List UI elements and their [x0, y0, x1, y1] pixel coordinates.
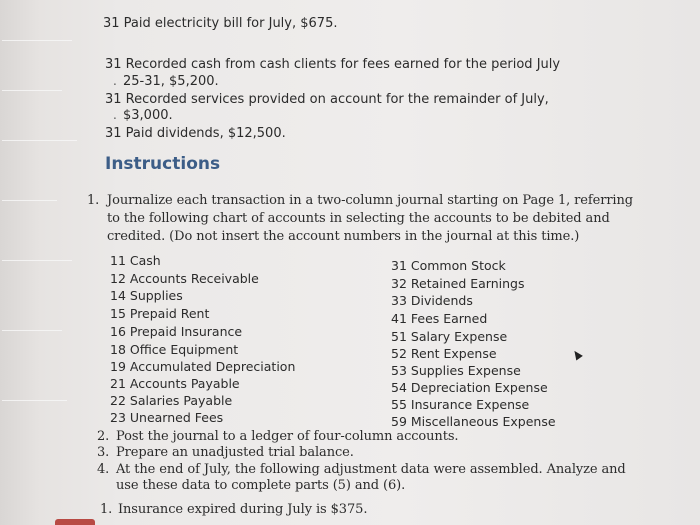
account-left: 18 Office Equipment — [110, 342, 239, 357]
account-left: 14 Supplies — [110, 288, 183, 303]
account-right: 31 Common Stock — [391, 258, 506, 273]
adjustment1-text: Insurance expired during July is $375. — [118, 502, 368, 517]
account-right: 32 Retained Earnings — [391, 276, 525, 291]
account-left: 16 Prepaid Insurance — [110, 324, 243, 339]
step3-number: 3. — [97, 445, 110, 460]
transaction-cash-fees-cont: 25-31, $5,200. — [123, 74, 219, 89]
bullet-dot: . — [113, 108, 117, 122]
step3-text: Prepare an unadjusted trial balance. — [116, 445, 354, 460]
step1-line: to the following chart of accounts in selecting the accounts to be debited and — [107, 211, 610, 226]
step4-number: 4. — [97, 462, 110, 477]
transaction-cash-fees: 31 Recorded cash from cash clients for fees earned for the period July — [105, 57, 561, 72]
step1-line: Journalize each transaction in a two-column journal starting on Page 1, referring — [107, 193, 633, 208]
step1-number: 1. — [87, 193, 100, 208]
step1-line: credited. (Do not insert the account numbers in the journal at this time.) — [107, 229, 580, 244]
account-left: 11 Cash — [110, 253, 161, 268]
transaction-services: 31 Recorded services provided on account for the remainder of July, — [105, 92, 549, 107]
step4-line: At the end of July, the following adjustment data were assembled. Analyze and — [116, 462, 626, 477]
step2-number: 2. — [97, 429, 110, 444]
account-left: 15 Prepaid Rent — [110, 306, 210, 321]
account-right: 33 Dividends — [391, 293, 473, 308]
instructions-heading: Instructions — [105, 154, 221, 174]
account-right: 52 Rent Expense — [391, 346, 497, 361]
account-right: 55 Insurance Expense — [391, 397, 530, 412]
account-left: 12 Accounts Receivable — [110, 271, 259, 286]
account-right: 53 Supplies Expense — [391, 363, 521, 378]
account-left: 22 Salaries Payable — [110, 393, 233, 408]
page-edge-marker — [55, 519, 95, 525]
account-right: 51 Salary Expense — [391, 329, 508, 344]
account-right: 59 Miscellaneous Expense — [391, 414, 556, 429]
step4-line: use these data to complete parts (5) and (6). — [116, 478, 406, 493]
account-left: 21 Accounts Payable — [110, 376, 240, 391]
adjustment1-number: 1. — [100, 502, 113, 517]
mouse-cursor-icon — [571, 349, 583, 361]
account-left: 19 Accumulated Depreciation — [110, 359, 296, 374]
account-left: 23 Unearned Fees — [110, 410, 224, 425]
step2-text: Post the journal to a ledger of four-column accounts. — [116, 429, 459, 444]
account-right: 54 Depreciation Expense — [391, 380, 548, 395]
transaction-electricity: 31 Paid electricity bill for July, $675. — [103, 16, 338, 31]
account-right: 41 Fees Earned — [391, 311, 488, 326]
bullet-dot: . — [113, 74, 117, 88]
transaction-services-cont: $3,000. — [123, 108, 173, 123]
transaction-dividends: 31 Paid dividends, $12,500. — [105, 126, 286, 141]
